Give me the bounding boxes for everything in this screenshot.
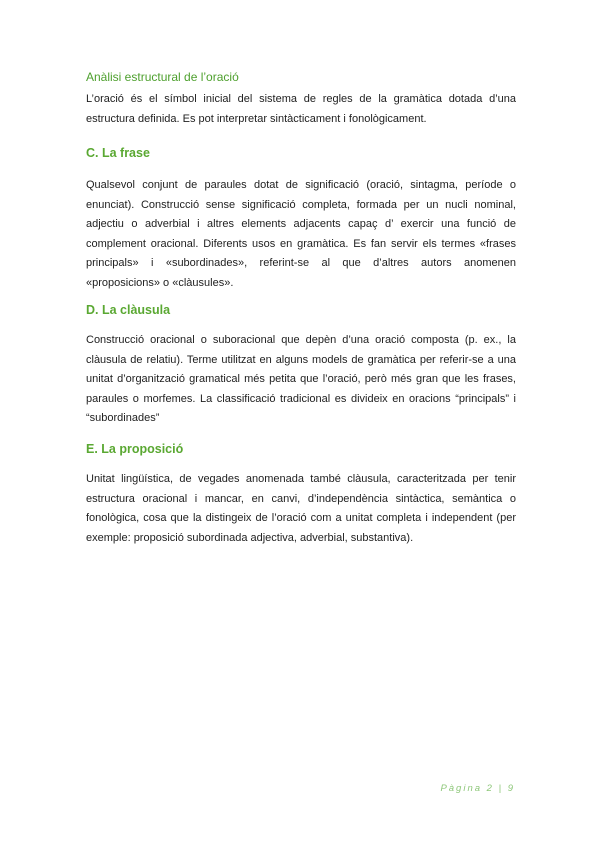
page-label: Pàgina 2 [440, 783, 494, 794]
section-clausula [86, 301, 516, 429]
section-paragraph-clausula: Construcció oracional o suboracional que depèn d’una oració composta (p. ex., la clàusula de relatiu). Terme utilitzat en alguns models de gramàtica per referir-se a una unitat d’organització gramatical més petita que l’oració, però més gran que les frases, paraules o morfemes. La classificació tradicional es divideix en oracions “principals” i “subordinades” [86, 334, 516, 424]
page-total: 9 [507, 783, 515, 794]
section-heading-frase: C. La frase [86, 146, 150, 160]
page-separator: | [498, 783, 504, 794]
section-paragraph-frase: Qualsevol conjunt de paraules dotat de significació (oració, sintagma, període o enunciat). Construcció sense significació completa, formada per un nucli nominal, adjectiu o adverbial i altres elements adjacents capaç d’ exercir una funció de complement oracional. Diferents usos en gramàtica. Es fan servir els termes «frases principals» i «subordinades», referint-se al que d’altres autors anomenen «proposicions» o «clàusules». [86, 179, 516, 289]
section-proposicio [86, 440, 516, 548]
page-number-footer [440, 783, 515, 794]
intro-paragraph: L’oració és el símbol inicial del sistema de regles de la gramàtica dotada d’una estructura definida. Es pot interpretar sintàcticament i fonològicament. [86, 93, 516, 125]
section-frase [86, 144, 516, 293]
intro-section [86, 68, 516, 129]
section-paragraph-proposicio: Unitat lingüística, de vegades anomenada també clàusula, caracteritzada per tenir estructura oracional i mancar, en canvi, d’independència sintàctica, semàntica o fonològica, cosa que la distingeix de l’oració com a unitat completa i independent (per exemple: proposició subordinada adjectiva, adverbial, substantiva). [86, 473, 516, 544]
intro-heading: Anàlisi estructural de l’oració [86, 70, 239, 84]
section-heading-clausula: D. La clàusula [86, 303, 171, 317]
section-heading-proposicio: E. La proposició [86, 442, 184, 456]
